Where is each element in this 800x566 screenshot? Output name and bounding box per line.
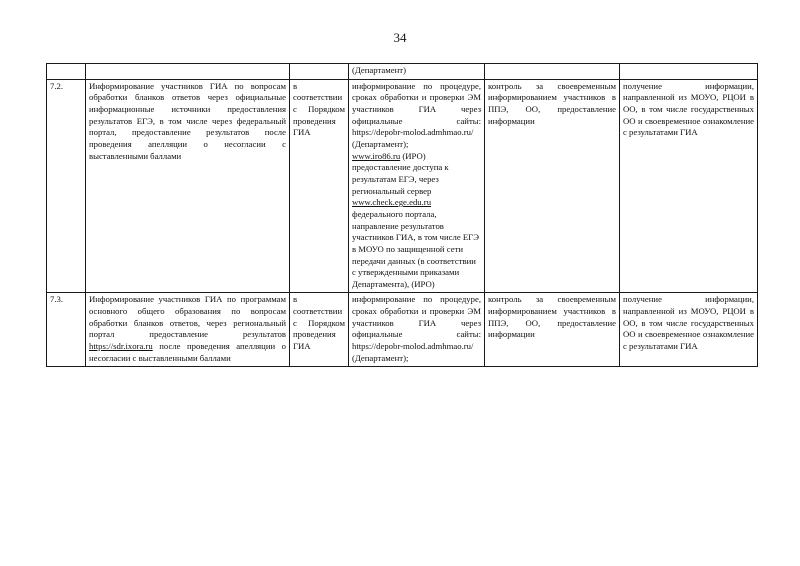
source-block-2 (352, 151, 481, 198)
cell-activity (86, 293, 290, 367)
cell-control: контроль за своевременным информированием участников в ППЭ, ОО, предоставление информации (485, 293, 620, 367)
cell-timeframe: в соответствии с Порядком проведения ГИА (290, 79, 349, 293)
table-row (47, 64, 758, 80)
cell-timeframe (290, 64, 349, 80)
source-text-part-2: (ИРО) предоставление доступа к результатам ЕГЭ, через региональный сервер (352, 150, 449, 196)
cell-activity: Информирование участников ГИА по вопросам обработки бланков ответов через официальные информационные источники предоставления результатов ЕГЭ, в том числе через федеральный портал, предоставление результатов после проведения апелляции о несогласии с выставленными баллами (86, 79, 290, 293)
cell-information-sources (349, 79, 485, 293)
activity-text (89, 294, 286, 364)
sdr-ixora-link[interactable]: https://sdr.ixora.ru (89, 341, 153, 352)
source-text-part-1: информирование по процедуре, сроках обработки и проверки ЭМ участников ГИА через официальные сайты: https://depobr-molod.admhmao.ru/ (Департамент); (352, 80, 481, 149)
cell-information-sources: (Департамент) (349, 64, 485, 80)
schedule-table-container (46, 63, 757, 367)
cell-timeframe: в соответствии с Порядком проведения ГИА (290, 293, 349, 367)
cell-result: получение информации, направленной из МОУО, РЦОИ в ОО, в том числе государственных ОО и своевременное ознакомление с результатами ГИА (620, 293, 758, 367)
cell-number (47, 64, 86, 80)
table-row (47, 293, 758, 367)
cell-number: 7.2. (47, 79, 86, 293)
iro86-link[interactable]: www.iro86.ru (352, 150, 401, 161)
page-number: 34 (393, 30, 407, 45)
source-text-part-3: федерального портала, направление результатов участников ГИА, в том числе ЕГЭ в МОУО по защищенной сети передачи данных (в соответствии с утвержденными приказами Департамента), (ИРО) (352, 208, 479, 289)
cell-information-sources: информирование по процедуре, сроках обработки и проверки ЭМ участников ГИА через официальные сайты: https://depobr-molod.admhmao.ru/ (Департамент); (349, 293, 485, 367)
cell-result: получение информации, направленной из МОУО, РЦОИ в ОО, в том числе государственных ОО и своевременное ознакомление с результатами ГИА (620, 79, 758, 293)
cell-control (485, 64, 620, 80)
source-block-3 (352, 197, 481, 290)
cell-result (620, 64, 758, 80)
cell-number: 7.3. (47, 293, 86, 367)
table-row (47, 79, 758, 293)
activity-text-part-1: Информирование участников ГИА по программам основного общего образования по вопросам обработки бланков ответов, через региональный портал предоставление результатов (89, 294, 286, 340)
activity-text-part-2: после проведения апелляции о несогласии с выставленными баллами (89, 341, 286, 363)
schedule-table (46, 63, 758, 367)
cell-control: контроль за своевременным информированием участников в ППЭ, ОО, предоставление информации (485, 79, 620, 293)
check-ege-link[interactable]: www.check.ege.edu.ru (352, 197, 432, 208)
cell-activity (86, 64, 290, 80)
